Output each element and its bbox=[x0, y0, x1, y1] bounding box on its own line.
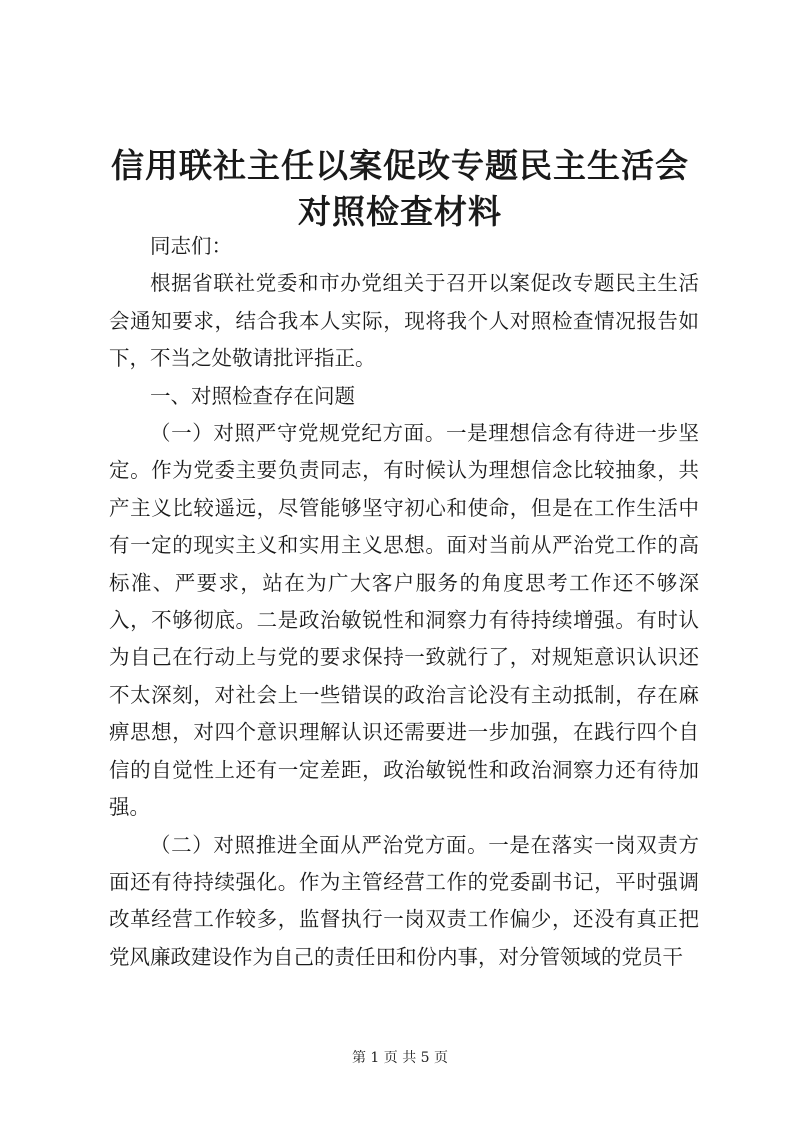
document-title: 信用联社主任以案促改专题民主生活会对照检查材料 bbox=[111, 146, 689, 231]
page-footer: 第 1 页 共 5 页 bbox=[351, 1050, 449, 1066]
salutation: 同志们： bbox=[150, 234, 232, 258]
paragraph-intro: 根据省联社党委和市办党组关于召开以案促改专题民主生活会通知要求，结合我本人实际，现将我个人对照检查情况报告如下，不当之处敬请批评指正。 bbox=[109, 271, 699, 371]
paragraph-section-1: （一）对照严守党规党纪方面。一是理想信念有待进一步坚定。作为党委主要负责同志，有时候认为理想信念比较抽象，共产主义比较遥远，尽管能够坚守初心和使命，但是在工作生活中有一定的现实主义和实用主义思想。面对当前从严治党工作的高标准、严要求，站在为广大客户服务的角度思考工作还不够深入，不够彻底。二是政治敏锐性和洞察力有待持续增强。有时认为自己在行动上与党的要求保持一致就行了，对规矩意识认识还不太深刻，对社会上一些错误的政治言论没有主动抵制，存在麻痹思想，对四个意识理解认识还需要进一步加强，在践行四个自信的自觉性上还有一定差距，政治敏锐性和政治洞察力还有待加强。 bbox=[109, 421, 699, 820]
document-body bbox=[109, 228, 699, 976]
paragraph-section-2: （二）对照推进全面从严治党方面。一是在落实一岗双责方面还有待持续强化。作为主管经营工作的党委副书记，平时强调改革经营工作较多，监督执行一岗双责工作偏少，还没有真正把党风廉政建设作为自己的责任田和份内事，对分管领域的党员干 bbox=[109, 832, 699, 969]
section-heading: 一、对照检查存在问题 bbox=[150, 383, 355, 408]
